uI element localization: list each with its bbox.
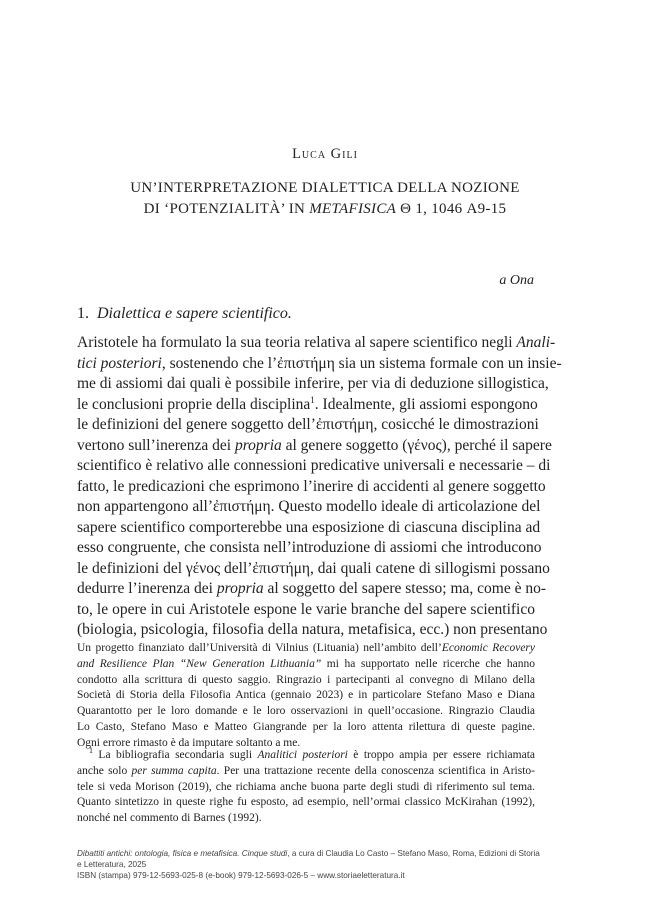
text-run: Società di Storia della Filosofia Antica (gennaio 2023) e in particolare Stefano Maso e Diana [77, 689, 535, 702]
footnote-marker: 1 [89, 746, 93, 756]
footnote-marker: 1 [310, 394, 315, 405]
text-run: non appartengono all’ἐπιστήμη. Questo modello ideale di articolazione del [77, 498, 541, 515]
imprint-editors: , a cura di Claudia Lo Casto – Stefano Maso, Roma, Edizioni di Storia [287, 849, 540, 858]
body-line [77, 394, 538, 416]
italic-text: Economic Recovery [441, 642, 536, 654]
imprint-line-2: e Letteratura, 2025 [77, 860, 147, 869]
article-title [80, 178, 570, 220]
text-run: Ogni errore rimasto è da imputare soltanto a me. [77, 736, 301, 749]
text-run: è troppo ampia per essere richiamata [347, 749, 535, 761]
acknowledgement-note [77, 641, 535, 752]
italic-text: tici posteriori [77, 354, 162, 372]
text-run: fatto, le predicazioni che esprimono l’inerire di accidenti al genere soggetto [77, 477, 546, 495]
text-run: le conclusioni proprie della disciplina [77, 395, 311, 413]
text-run: le definizioni del genere soggetto dell’ἐπιστήμη, cosicché le dimostrazioni [77, 416, 539, 433]
acknowledgement-line [77, 657, 535, 673]
text-run: sapere scientifico comporterebbe una esposizione di ciascuna disciplina ad [77, 518, 541, 536]
author-name: Luca Gili [292, 146, 358, 162]
title-line-2 [80, 199, 570, 220]
body-line [77, 333, 556, 354]
body-line [77, 415, 539, 436]
body-paragraph [77, 333, 562, 641]
acknowledgement-line [77, 688, 535, 704]
italic-text: Anali- [516, 334, 556, 351]
text-run: tele si veda Morison (2019), che richiama anche buona parte degli studi di riferimento sul tema. [77, 780, 535, 793]
body-line [77, 620, 548, 641]
text-run: Quarantotto per le loro domande e le loro osservazioni in quell’occasione. Ringrazio Claudia [77, 705, 535, 718]
title-line-2-pre: DI ‘POTENZIALITÀ’ IN [143, 201, 310, 217]
footnote-1 [77, 748, 535, 827]
text-run: dedurre l’inerenza dei [77, 580, 217, 597]
body-line [77, 477, 546, 498]
body-line [77, 518, 541, 539]
body-line [77, 456, 551, 477]
italic-text: propria [216, 580, 264, 597]
italic-text: and Resilience Plan “New Generation Lithuania” [77, 657, 322, 670]
body-line [77, 579, 547, 600]
acknowledgement-line [77, 641, 535, 657]
section-heading [77, 305, 292, 323]
text-run: vertono sull’inerenza dei [77, 436, 235, 454]
text-run: condotto alla scrittura di questo saggio. Ringrazio i partecipanti al convegno di Milano della [77, 673, 535, 686]
body-line [77, 374, 549, 395]
imprint-book-title: Dibattiti antichi: ontologia, fisica e metafisica. Cinque studi [77, 849, 288, 858]
text-run: le definizioni del γένος dell’ἐπιστήμη, dai quali catene di sillogismi possano [77, 559, 550, 577]
italic-text: per summa capita [131, 764, 217, 777]
title-line-2-post: Θ 1, 1046 A9-15 [396, 201, 507, 217]
text-run: scientifico è relativo alle connessioni predicative universali e necessarie – di [77, 457, 551, 474]
body-line [77, 600, 535, 621]
body-line [77, 538, 542, 559]
section-number: 1. [77, 305, 89, 322]
body-line [77, 559, 550, 580]
text-run: al genere soggetto (γένος), perché il sapere [281, 436, 552, 454]
text-run: me di assiomi dai quali è possibile inferire, per via di deduzione sillogistica, [77, 375, 549, 392]
text-run: Aristotele ha formulato la sua teoria relativa al sapere scientifico negli [77, 334, 517, 351]
title-line-2-italic: METAFISICA [309, 201, 397, 217]
acknowledgement-line [77, 673, 535, 689]
text-run: anche solo [77, 764, 132, 777]
text-run: mi ha supportato nelle ricerche che hanno [321, 657, 535, 670]
acknowledgement-line [77, 704, 535, 720]
text-run: to, le opere in cui Aristotele espone le varie branche del sapere scientifico [77, 600, 535, 618]
body-line [77, 436, 552, 457]
italic-text: Analitici posteriori [257, 749, 348, 761]
text-run: (biologia, psicologia, filosofia della natura, metafisica, ecc.) non presentano [77, 621, 548, 638]
imprint-line-1 [77, 848, 547, 859]
text-run: al soggetto del sapere stesso; ma, come è no- [263, 580, 547, 597]
acknowledgement-line [77, 720, 535, 736]
text-run: . Per una trattazione recente della conoscenza scientifica in Aristo- [216, 764, 535, 777]
footnote-line [77, 748, 535, 764]
footnote-line [77, 795, 535, 811]
body-line [77, 354, 562, 375]
footnote-line [77, 780, 535, 796]
text-run: Lo Casto, Stefano Maso e Matteo Giangrande per la loro attenta rilettura di queste pagine. [77, 720, 535, 733]
text-run: Un progetto finanziato dall’Università di Vilnius (Lituania) nell’ambito dell’ [77, 642, 442, 654]
footnote-line [77, 811, 535, 827]
dedication: a Ona [499, 273, 534, 288]
section-title: Dialettica e sapere scientifico. [97, 305, 292, 322]
title-line-1: UN’INTERPRETAZIONE DIALETTICA DELLA NOZIONE [130, 180, 520, 196]
publication-imprint [77, 848, 547, 881]
footnote-line [77, 764, 535, 780]
text-run: nonché nel commento di Barnes (1992). [77, 812, 262, 825]
text-run: Quanto sintetizzo in queste righe fu esposto, ad esempio, nell’ormai classico McKirahan (1992), [77, 796, 535, 809]
text-run: La bibliografia secondaria sugli [93, 749, 258, 761]
text-run: , sostenendo che l’ἐπιστήμη sia un sistema formale con un insie- [161, 354, 562, 372]
italic-text: propria [234, 436, 282, 454]
text-run: . Idealmente, gli assiomi espongono [314, 395, 538, 413]
body-line [77, 497, 541, 518]
text-run: esso congruente, che consista nell’introduzione di assiomi che introducono [77, 539, 542, 556]
imprint-isbn: ISBN (stampa) 979-12-5693-025-8 (e-book) 979-12-5693-026-5 – www.storiaeletteratura.it [77, 871, 405, 880]
